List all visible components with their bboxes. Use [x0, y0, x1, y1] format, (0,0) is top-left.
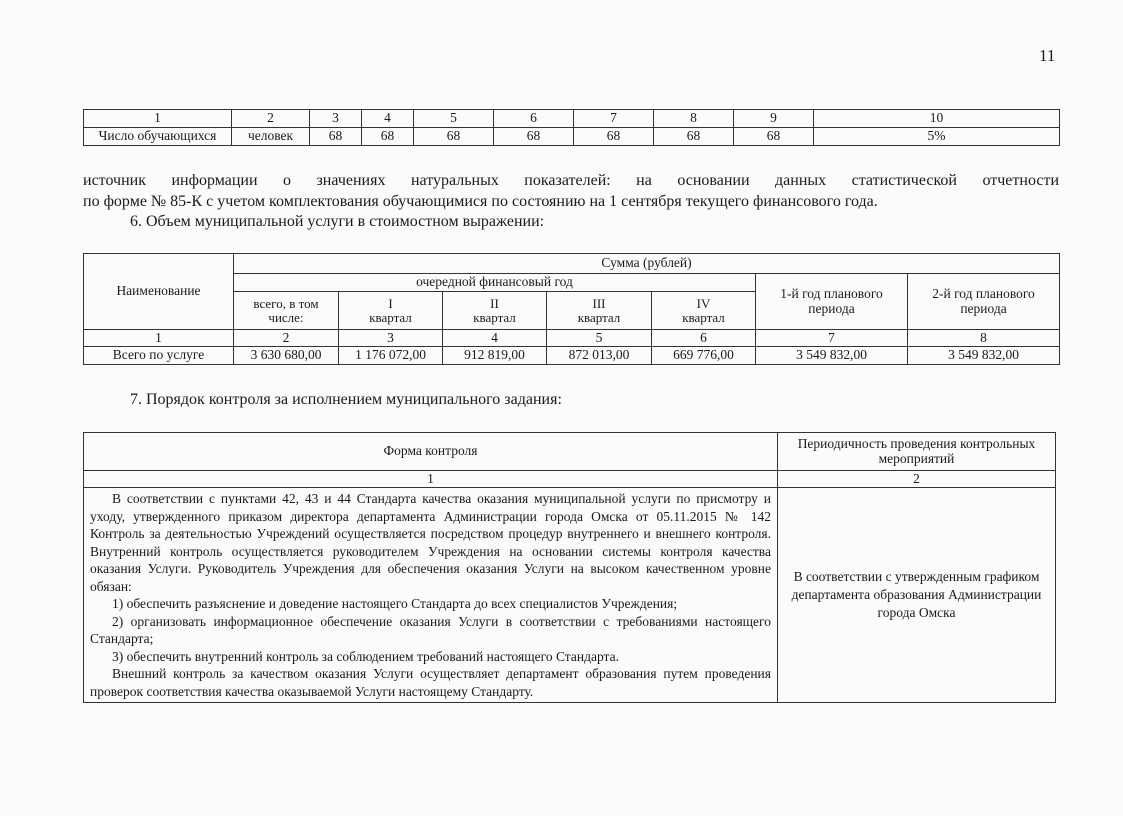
- table-row: [84, 128, 1060, 146]
- col-number: 6: [494, 110, 574, 128]
- deviation-value: 5%: [814, 128, 1060, 146]
- cell-value: 68: [362, 128, 414, 146]
- table-number-row: [84, 471, 1056, 488]
- cost-table: [83, 253, 1060, 365]
- col-number: 1: [84, 110, 232, 128]
- info-source-line2: по форме № 85-К с учетом комплектования обучающимися по состоянию на 1 сентября текущего финансового года.: [83, 193, 878, 210]
- indicator-table: [83, 109, 1060, 146]
- quarter-1-header: I квартал: [339, 292, 443, 330]
- control-paragraph: 1) обеспечить разъяснение и доведение настоящего Стандарта до всех специалистов Учреждения;: [112, 596, 678, 611]
- col-number: 2: [234, 330, 339, 347]
- col-number: 7: [756, 330, 908, 347]
- periodicity-header: Периодичность проведения контрольных мероприятий: [778, 433, 1056, 471]
- cell-value: 68: [310, 128, 362, 146]
- section-7-title: 7. Порядок контроля за исполнением муниципального задания:: [130, 391, 562, 408]
- quarter-2-header: II квартал: [443, 292, 547, 330]
- col-number: 8: [908, 330, 1060, 347]
- col-number: 10: [814, 110, 1060, 128]
- sum-header: Сумма (рублей): [234, 254, 1060, 274]
- col-number: 2: [778, 471, 1056, 488]
- indicator-name: Число обучающихся: [84, 128, 232, 146]
- cell-value: 1 176 072,00: [339, 347, 443, 365]
- planned-year-1-header: 1-й год планового периода: [756, 274, 908, 330]
- col-number: 5: [547, 330, 652, 347]
- cell-value: 912 819,00: [443, 347, 547, 365]
- cell-value: 68: [414, 128, 494, 146]
- quarter-3-header: III квартал: [547, 292, 652, 330]
- col-number: 3: [339, 330, 443, 347]
- table-header-row: [84, 110, 1060, 128]
- control-paragraph: 3) обеспечить внутренний контроль за соблюдением требований настоящего Стандарта.: [112, 648, 619, 664]
- control-form-text: [84, 488, 778, 703]
- col-number: 6: [652, 330, 756, 347]
- quarter-4-header: IV квартал: [652, 292, 756, 330]
- col-number: 1: [84, 471, 778, 488]
- col-number: 7: [574, 110, 654, 128]
- col-number: 1: [84, 330, 234, 347]
- cell-value: 872 013,00: [547, 347, 652, 365]
- fiscal-year-header: очередной финансовый год: [234, 274, 756, 292]
- col-number: 2: [232, 110, 310, 128]
- control-table: [83, 432, 1056, 703]
- name-header: Наименование: [84, 254, 234, 330]
- col-number: 8: [654, 110, 734, 128]
- control-form-header: Форма контроля: [84, 433, 778, 471]
- total-header: всего, в том числе:: [234, 292, 339, 330]
- col-number: 5: [414, 110, 494, 128]
- table-number-row: [84, 330, 1060, 347]
- control-paragraph: В соответствии с пунктами 42, 43 и 44 Стандарта качества оказания муниципальной услуги по присмотру и уходу, утвержденного приказом директора департамента Администрации города Омска от 05.11.2015 № 142 Контроль за деятельностью Учреждений осуществляется посредством процедур внутреннего и внешнего контроля. Внутренний контроль осуществляется руководителем Учреждения на основании системы контроля качества оказания Услуги. Руководитель Учреждения для обеспечения оказания Услуги на высоком качественном уровне обязан:: [90, 491, 771, 594]
- cell-value: 68: [654, 128, 734, 146]
- table-row: [84, 347, 1060, 365]
- cell-value: 68: [574, 128, 654, 146]
- cell-value: 68: [494, 128, 574, 146]
- cell-value: 68: [734, 128, 814, 146]
- control-paragraph: Внешний контроль за качеством оказания Услуги осуществляет департамент образования путем проведения проверок соответствия качества оказываемой Услуги настоящему Стандарту.: [90, 666, 771, 699]
- page-number: 11: [1039, 46, 1056, 65]
- row-label: Всего по услуге: [84, 347, 234, 365]
- unit: человек: [232, 128, 310, 146]
- col-number: 4: [443, 330, 547, 347]
- col-number: 4: [362, 110, 414, 128]
- cell-value: 3 549 832,00: [908, 347, 1060, 365]
- info-source-line1: источник информации о значениях натуральных показателей: на основании данных статистической отчетности: [83, 172, 1059, 189]
- cell-value: 3 630 680,00: [234, 347, 339, 365]
- control-paragraph: 2) организовать информационное обеспечение оказания Услуги в соответствии с требованиями настоящего Стандарта;: [90, 613, 771, 646]
- periodicity-text: В соответствии с утвержденным графиком департамента образования Администрации города Омска: [778, 488, 1056, 703]
- col-number: 3: [310, 110, 362, 128]
- planned-year-2-header: 2-й год планового периода: [908, 274, 1060, 330]
- cell-value: 3 549 832,00: [756, 347, 908, 365]
- table-row: [84, 488, 1056, 703]
- cell-value: 669 776,00: [652, 347, 756, 365]
- col-number: 9: [734, 110, 814, 128]
- section-6-title: 6. Объем муниципальной услуги в стоимостном выражении:: [130, 213, 545, 230]
